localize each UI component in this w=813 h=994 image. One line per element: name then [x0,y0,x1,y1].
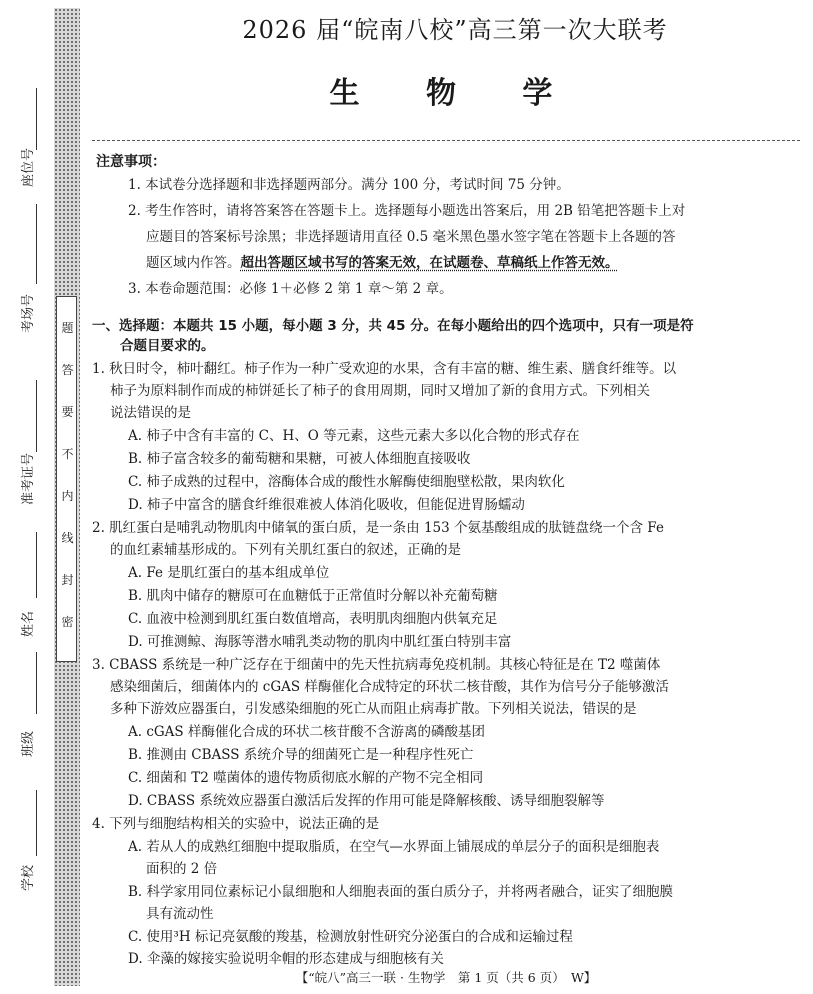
field-label-ticket: 准考证号 [21,452,36,505]
option-b: B. 科学家用同位素标记小鼠细胞和人细胞表面的蛋白质分子，并将两者融合，证实了细胞膜 [128,884,674,900]
field-line-class[interactable] [36,652,37,714]
question-stem: 的血红素辅基形成的。下列有关肌红蛋白的叙述，正确的是 [110,542,461,558]
option-a: A. cGAS 样酶催化合成的环状二核苷酸不含游离的磷酸基团 [128,724,485,740]
option-b: B. 肌肉中储存的糖原可在血糖低于正常值时分解以补充葡萄糖 [128,588,498,604]
option-b-cont: 具有流动性 [146,906,214,922]
option-d: D. 柿子中富含的膳食纤维很难被人体消化吸收，但能促进胃肠蠕动 [128,497,525,513]
option-d: D. 可推测鲸、海豚等潜水哺乳类动物的肌肉中肌红蛋白特别丰富 [128,634,512,650]
option-c: C. 血液中检测到肌红蛋白数值增高，表明肌肉细胞内供氧充足 [128,611,498,627]
seal-char: 内 [61,489,74,503]
question-stem: 1. 秋日时令，柿叶翻红。柿子作为一种广受欢迎的水果，含有丰富的糖、维生素、膳食纤维等。以 [92,361,677,377]
field-label-class: 班级 [21,730,36,757]
notice-item-2-tail: 题区域内作答。 [146,255,241,271]
field-label-school: 学校 [21,864,36,891]
question-stem: 感染细菌后，细菌体内的 cGAS 样酶催化合成特定的环状二核苷酸，其作为信号分子能够激活 [110,679,669,695]
subject-title: 生 物 学 [329,76,581,111]
seal-char: 答 [61,363,74,377]
question-stem: 3. CBASS 系统是一种广泛存在于细菌中的先天性抗病毒免疫机制。其核心特征是在 T2 噬菌体 [92,657,661,673]
seal-char: 不 [61,447,74,461]
notice-item-2-cont: 应题目的答案标号涂黑；非选择题请用直径 0.5 毫米黑色墨水签字笔在答题卡上各题的答 [146,229,676,245]
seal-char: 封 [61,573,74,587]
notice-title: 注意事项： [96,154,166,170]
notice-emphasis: 超出答题区域书写的答案无效，在试题卷、草稿纸上作答无效。 [240,255,619,271]
option-c: C. 柿子成熟的过程中，溶酶体合成的酸性水解酶使细胞壁松散，果肉软化 [128,474,565,490]
question-stem: 柿子为原料制作而成的柿饼延长了柿子的食用周期，同时又增加了新的食用方式。下列相关 [110,383,650,399]
option-a: A. Fe 是肌红蛋白的基本组成单位 [128,565,330,581]
notice-item-2-end [146,254,619,272]
seal-char: 要 [61,405,74,419]
question-stem: 4. 下列与细胞结构相关的实验中，说法正确的是 [92,816,380,832]
field-label-seat: 座位号 [21,147,36,187]
section-heading-cont: 合题目要求的。 [120,338,215,354]
option-d: D. CBASS 系统效应器蛋白激活后发挥的作用可能是降解核酸、诱导细胞裂解等 [128,793,605,809]
option-c: C. 细菌和 T2 噬菌体的遗传物质彻底水解的产物不完全相同 [128,770,484,786]
field-line-ticket[interactable] [36,380,37,452]
option-a-cont: 面积的 2 倍 [146,861,218,877]
header-divider [92,140,800,141]
notice-item-3: 3. 本卷命题范围：必修 1＋必修 2 第 1 章～第 2 章。 [128,281,453,297]
question-stem: 说法错误的是 [110,405,191,421]
option-b: B. 推测由 CBASS 系统介导的细菌死亡是一种程序性死亡 [128,747,474,763]
question-stem: 多种下游效应器蛋白，引发感染细胞的死亡从而阻止病毒扩散。下列相关说法，错误的是 [110,701,637,717]
notice-item-2: 2. 考生作答时，请将答案答在答题卡上。选择题每小题选出答案后，用 2B 铅笔把答题卡上对 [128,203,686,219]
field-line-room[interactable] [36,204,37,284]
seal-char: 题 [61,321,74,335]
field-label-name: 姓名 [21,610,36,637]
question-stem: 2. 肌红蛋白是哺乳动物肌肉中储氧的蛋白质，是一条由 153 个氨基酸组成的肽链盘绕一个含 Fe [92,520,664,536]
option-a: A. 若从人的成熟红细胞中提取脂质，在空气—水界面上铺展成的单层分子的面积是细胞表 [128,839,660,855]
page-footer: 【“皖八”高三一联 · 生物学 第 1 页（共 6 页） W】 [295,970,597,985]
section-heading: 一、选择题：本题共 15 小题，每小题 3 分，共 45 分。在每小题给出的四个选项中，只有一项是符 [92,318,694,334]
field-label-room: 考场号 [21,293,36,333]
field-line-school[interactable] [36,790,37,856]
field-line-name[interactable] [36,532,37,598]
option-b: B. 柿子富含较多的葡萄糖和果糖，可被人体细胞直接吸收 [128,451,471,467]
notice-item-1: 1. 本试卷分选择题和非选择题两部分。满分 100 分，考试时间 75 分钟。 [128,177,570,193]
seal-char: 线 [61,531,74,545]
option-d: D. 伞藻的嫁接实验说明伞帽的形态建成与细胞核有关 [128,951,444,967]
seal-char: 密 [61,615,74,629]
option-c: C. 使用³H 标记亮氨酸的羧基，检测放射性研究分泌蛋白的合成和运输过程 [128,929,573,945]
seal-notice-box [56,296,77,662]
option-a: A. 柿子中含有丰富的 C、H、O 等元素，这些元素大多以化合物的形式存在 [128,428,580,444]
exam-title: 2026 届“皖南八校”高三第一次大联考 [242,16,668,44]
field-line-seat[interactable] [36,88,37,150]
